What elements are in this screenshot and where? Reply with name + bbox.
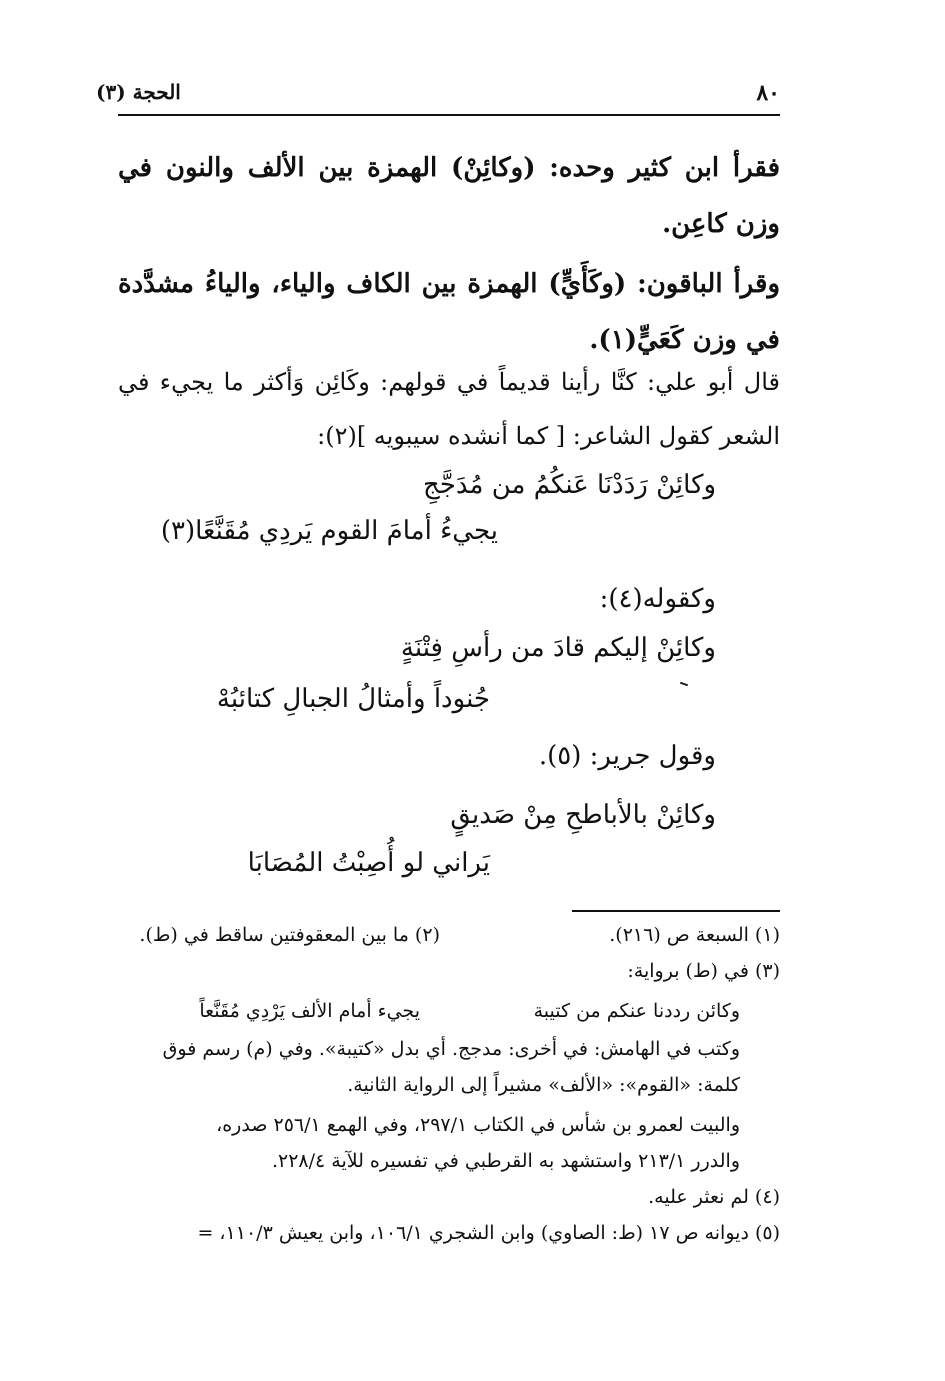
- verse-2-second-hemistich: جُنوداً وأمثالُ الجبالِ كتائبُهْ: [216, 684, 490, 714]
- footnote-1: (١) السبعة ص (٢١٦).: [609, 924, 780, 946]
- page-number: ٨٠: [756, 80, 780, 106]
- book-title: الحجة (٣): [96, 80, 181, 104]
- footnote-4: (٤) لم نعثر عليه.: [648, 1186, 780, 1208]
- verse-3-second-hemistich: يَراني لو أُصِبْتُ المُصَابَا: [247, 848, 490, 878]
- verse-2-first-hemistich: وكائِنْ إليكم قادَ من رأسِ فِتْنَةٍ: [400, 633, 716, 663]
- paragraph-1: فقرأ ابن كثير وحده: (وكائِنْ) الهمزة بين الألف والنون في وزن كاعِن.: [118, 153, 781, 239]
- verse-1-second-hemistich: يجيءُ أمامَ القوم يَردِي مُقَنَّعًا(٣): [160, 516, 498, 546]
- header-rule: [118, 114, 780, 116]
- footnote-5: (٥) ديوانه ص ١٧ (ط: الصاوي) وابن الشجري ١٠٦/١، وابن يعيش ١١٠/٣، =: [197, 1222, 780, 1244]
- footnote-separator: [572, 910, 780, 912]
- verse-1-first-hemistich: وكائِنْ رَدَدْنَا عَنكُمُ من مُدَجَّجِ: [423, 470, 716, 500]
- footnote-3-line-5: والدرر ٢١٣/١ واستشهد به القرطبي في تفسيره للآية ٢٢٨/٤.: [271, 1150, 740, 1172]
- verse-3-first-hemistich: وكائِنْ بالأباطحِ مِنْ صَديقٍ: [450, 800, 716, 830]
- paragraph-3: قال أبو علي: كنَّا رأينا قديماً في قولهم: وكَائِن وَأكثر ما يجيء في الشعر كقول الشاعر: [ كما أنشده سيبويه ](٢):: [118, 368, 780, 450]
- paragraph-2: وقرأ الباقون: (وكَأَيٍّ) الهمزة بين الكاف والياء، والياءُ مشدَّدة في وزن كَعَيٍّ(١).: [118, 269, 780, 355]
- footnote-3-line-4: والبيت لعمرو بن شأس في الكتاب ٢٩٧/١، وفي الهمع ٢٥٦/١ صدره،: [216, 1114, 740, 1136]
- verse-3-intro: وقول جرير: (٥).: [538, 741, 716, 771]
- footnote-3: (٣) في (ط) برواية:: [627, 960, 780, 982]
- footnote-2: (٢) ما بين المعقوفتين ساقط في (ط).: [139, 924, 440, 946]
- footnote-3-line-2: وكتب في الهامش: في أخرى: مدجج. أي بدل «كتيبة». وفي (م) رسم فوق: [162, 1038, 740, 1060]
- footnote-3-line-3: كلمة: «القوم»: «الألف» مشيراً إلى الرواية الثانية.: [347, 1074, 740, 1096]
- ornament-mark: [680, 682, 688, 687]
- verse-2-intro: وكقوله(٤):: [599, 584, 716, 614]
- footnote-3-verse-second: يجيء أمام الألف يَرْدِي مُقَنَّعاً: [199, 1000, 420, 1022]
- footnote-3-verse-first: وكائن رددنا عنكم من كتيبة: [533, 1000, 740, 1022]
